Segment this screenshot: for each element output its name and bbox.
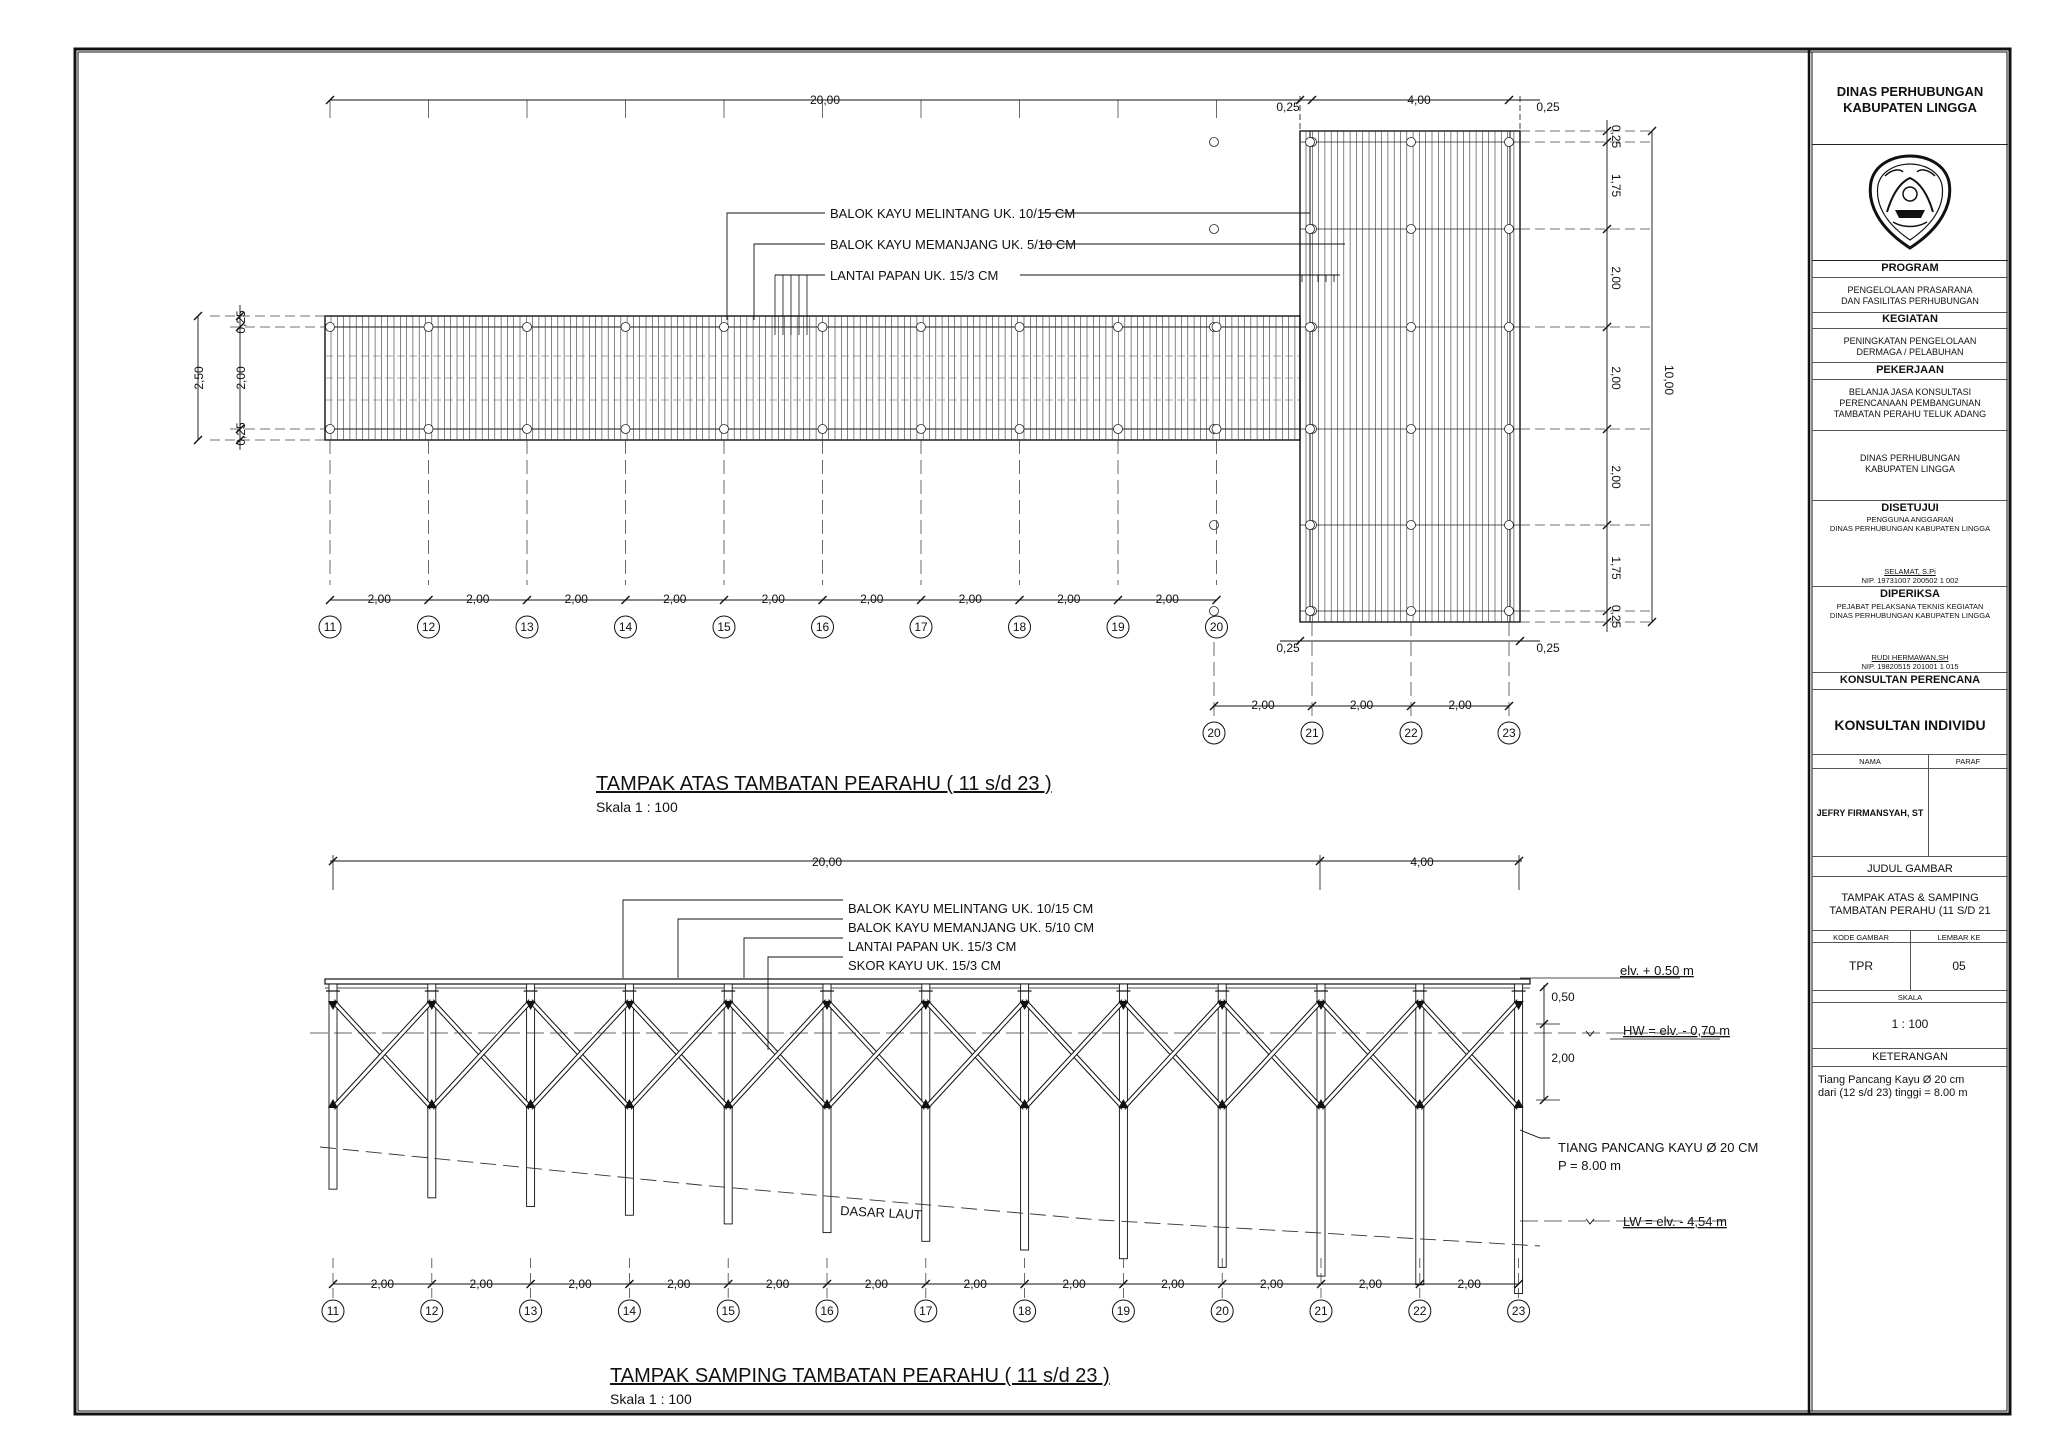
tb-line <box>1812 1066 2008 1067</box>
pile-marker <box>326 323 335 332</box>
pile <box>1119 984 1127 1259</box>
tb-line <box>1812 856 2008 857</box>
side-spacing-label: 2,00 <box>1358 1277 1383 1291</box>
tb-line <box>1812 144 2008 145</box>
tb-diperiksa-1: PEJABAT PELAKSANA TEKNIS KEGIATAN <box>1836 602 1984 611</box>
grid-bubble-label: 20 <box>1215 1304 1229 1318</box>
pile-marker <box>1114 323 1123 332</box>
sheet-border-inner <box>78 52 2007 1411</box>
pile-marker <box>1407 521 1416 530</box>
pile <box>527 984 535 1207</box>
grid-bubble-label: 16 <box>820 1304 834 1318</box>
grid-bubble-label: 20 <box>1207 726 1221 740</box>
pile-marker <box>917 323 926 332</box>
pile-marker <box>1306 225 1315 234</box>
tb-kode-label: KODE GAMBAR <box>1833 933 1889 942</box>
pile-marker <box>818 323 827 332</box>
side-spacing-label: 2,00 <box>864 1277 889 1291</box>
tb-kegiatan-label: KEGIATAN <box>1882 313 1938 325</box>
leader-side-deck <box>744 938 843 978</box>
plan-head-segment-label: 0,25 <box>1609 604 1623 629</box>
tb-konsultan-name: KONSULTAN INDIVIDU <box>1834 717 1986 733</box>
side-scale: Skala 1 : 100 <box>610 1391 692 1407</box>
pile-marker <box>1015 323 1024 332</box>
tb-line <box>1812 379 2008 380</box>
label-long-beam: BALOK KAYU MEMANJANG UK. 5/10 CM <box>830 237 1077 252</box>
tb-disetujui-2: DINAS PERHUBUNGAN KABUPATEN LINGGA <box>1829 524 1991 533</box>
tb-judul-label: JUDUL GAMBAR <box>1867 863 1953 875</box>
tb-line <box>1812 328 2008 329</box>
grid-bubble-label: 14 <box>618 620 633 634</box>
side-spacing-label: 2,00 <box>1259 1277 1284 1291</box>
grid-bubble-label: 18 <box>1012 620 1027 634</box>
pile-marker <box>1407 607 1416 616</box>
pile-marker <box>1306 521 1315 530</box>
tb-pekerjaan-2: PERENCANAAN PEMBANGUNAN <box>1839 398 1981 408</box>
plan-dim-head-bottom-left: 0,25 <box>1276 641 1300 655</box>
pile <box>428 984 436 1198</box>
tb-skala-label: SKALA <box>1897 993 1923 1002</box>
grid-bubble-label: 14 <box>622 1304 637 1318</box>
side-label-cross-beam: BALOK KAYU MELINTANG UK. 10/15 CM <box>848 901 1094 916</box>
side-spacing-label: 2,00 <box>963 1277 987 1291</box>
tb-line <box>1812 586 2008 587</box>
leader-long-beam <box>754 244 825 320</box>
tb-judul-2: TAMBATAN PERAHU (11 S/D 21 <box>1829 905 1991 917</box>
plan-head-segment-label: 0,25 <box>1609 124 1623 149</box>
tb-diperiksa-2: DINAS PERHUBUNGAN KABUPATEN LINGGA <box>1829 611 1991 620</box>
tb-line <box>1812 754 2008 755</box>
pile-marker <box>720 425 729 434</box>
plan-head-segment-label: 2,00 <box>1609 266 1623 290</box>
tb-skala: 1 : 100 <box>1891 1017 1929 1031</box>
regency-emblem <box>1865 152 1955 252</box>
tb-line <box>1812 689 2008 690</box>
pile-marker <box>720 323 729 332</box>
leader-cross-beam <box>727 213 825 320</box>
tb-lembar: 05 <box>1952 959 1966 973</box>
pile-marker <box>1210 521 1219 530</box>
tb-vline <box>1910 930 1911 990</box>
pile-marker <box>917 425 926 434</box>
plan-head-spacing-label: 2,00 <box>1448 698 1472 712</box>
side-spacing-label: 2,00 <box>1161 1277 1185 1291</box>
tb-kegiatan-1: PENINGKATAN PENGELOLAAN <box>1843 336 1977 346</box>
tb-line <box>1812 1048 2008 1049</box>
grid-bubble-label: 22 <box>1413 1304 1427 1318</box>
plan-spacing-label: 2,00 <box>860 592 884 606</box>
tb-keterangan-2: dari (12 s/d 23) tinggi = 8.00 m <box>1818 1087 1968 1099</box>
side-label-long-beam: BALOK KAYU MEMANJANG UK. 5/10 CM <box>848 920 1095 935</box>
pile <box>1218 984 1226 1267</box>
plan-head-segment-label: 1,75 <box>1609 173 1623 198</box>
tb-disetujui-label: DISETUJUI <box>1881 502 1939 514</box>
plan-head-spacing-label: 2,00 <box>1349 698 1374 712</box>
grid-bubble-label: 18 <box>1017 1304 1032 1318</box>
elev-dim-top: 0,50 <box>1551 990 1575 1004</box>
pile-marker <box>1407 425 1416 434</box>
pile-marker <box>1210 607 1219 616</box>
plan-spacing-label: 2,00 <box>1155 592 1179 606</box>
label-cross-beam: BALOK KAYU MELINTANG UK. 10/15 CM <box>830 206 1076 221</box>
plan-dim-head-edge-left: 0,25 <box>1276 100 1300 114</box>
tb-program-2: DAN FASILITAS PERHUBUNGAN <box>1841 296 1979 306</box>
tb-disetujui-1: PENGGUNA ANGGARAN <box>1866 515 1954 524</box>
leader-side-cross <box>623 900 843 978</box>
tb-line <box>1812 990 2008 991</box>
tb-line <box>1812 260 2008 261</box>
grid-bubble-label: 23 <box>1511 1304 1526 1318</box>
label-deck: LANTAI PAPAN UK. 15/3 CM <box>830 268 999 283</box>
grid-bubble-label: 11 <box>326 1304 340 1318</box>
side-dim-head: 4,00 <box>1410 855 1434 869</box>
pile-marker <box>1306 138 1315 147</box>
plan-head-segment-label: 2,00 <box>1609 465 1623 489</box>
pile-marker <box>523 425 532 434</box>
plan-walkway-edge-bottom: 0,25 <box>234 422 248 446</box>
side-label-seabed: DASAR LAUT <box>839 1203 923 1223</box>
side-spacing-label: 2,00 <box>568 1277 592 1291</box>
grid-bubble-label: 22 <box>1404 726 1418 740</box>
tb-line <box>1812 362 2008 363</box>
tb-disetujui-name: SELAMAT, S.Pi <box>1884 567 1936 576</box>
side-spacing-label: 2,00 <box>765 1277 790 1291</box>
plan-head-length: 10,00 <box>1662 364 1676 396</box>
side-title: TAMPAK SAMPING TAMBATAN PEARAHU ( 11 s/d 23 ) <box>610 1365 1110 1387</box>
pile-marker <box>1212 323 1221 332</box>
grid-bubble-label: 21 <box>1305 726 1319 740</box>
pile-marker <box>424 425 433 434</box>
pile-marker <box>1505 225 1514 234</box>
tb-kode: TPR <box>1849 959 1873 973</box>
grid-bubble-label: 23 <box>1502 726 1516 740</box>
hw-marker <box>1586 1031 1594 1036</box>
plan-walkway-width: 2,50 <box>192 366 206 390</box>
side-label-pile-2: P = 8.00 m <box>1558 1158 1621 1173</box>
plan-spacing-label: 2,00 <box>367 592 391 606</box>
elev-hw: HW = elv. - 0,70 m <box>1623 1023 1731 1038</box>
pile-marker <box>621 323 630 332</box>
grid-bubble-label: 21 <box>1314 1304 1328 1318</box>
pile <box>922 984 930 1241</box>
pile-marker <box>326 425 335 434</box>
grid-bubble-label: 20 <box>1209 620 1224 634</box>
tb-line <box>1812 500 2008 501</box>
pile-marker <box>1505 138 1514 147</box>
pile-marker <box>1114 425 1123 434</box>
pile <box>1515 984 1523 1293</box>
side-label-bracing: SKOR KAYU UK. 15/3 CM <box>848 958 1001 973</box>
pile-marker <box>818 425 827 434</box>
side-spacing-label: 2,00 <box>1457 1277 1481 1291</box>
tb-pekerjaan-1: BELANJA JASA KONSULTASI <box>1848 387 1972 397</box>
side-spacing-label: 2,00 <box>370 1277 395 1291</box>
plan-spacing-label: 2,00 <box>663 592 687 606</box>
grid-bubble-label: 19 <box>1116 1304 1131 1318</box>
side-deck <box>325 979 1530 984</box>
tb-konsultan-label: KONSULTAN PERENCANA <box>1839 674 1981 686</box>
pile-marker <box>1306 607 1315 616</box>
tb-kegiatan-2: DERMAGA / PELABUHAN <box>1856 347 1964 357</box>
pile <box>1416 984 1424 1285</box>
pile-marker <box>424 323 433 332</box>
pile-marker <box>1306 425 1315 434</box>
pile-marker <box>523 323 532 332</box>
leader-side-long <box>678 919 843 978</box>
plan-title: TAMPAK ATAS TAMBATAN PEARAHU ( 11 s/d 23 ) <box>596 773 1052 795</box>
pile-marker <box>1407 323 1416 332</box>
tb-lembar-label: LEMBAR KE <box>1937 933 1981 942</box>
plan-dim-head-width: 4,00 <box>1407 93 1431 107</box>
tb-nama-label: NAMA <box>1859 757 1881 766</box>
side-dim-total: 20,00 <box>811 855 843 869</box>
grid-bubble-label: 17 <box>919 1304 933 1318</box>
plan-spacing-label: 2,00 <box>1057 592 1081 606</box>
grid-bubble-label: 15 <box>721 1304 735 1318</box>
plan-head-segment-label: 2,00 <box>1609 366 1623 390</box>
side-label-pile-1: TIANG PANCANG KAYU Ø 20 CM <box>1558 1140 1759 1155</box>
tb-diperiksa-name: RUDI HERMAWAN,SH <box>1871 653 1949 662</box>
pile-marker <box>1505 607 1514 616</box>
tb-pekerjaan-label: PEKERJAAN <box>1876 364 1944 376</box>
plan-walkway-edge-top: 0,25 <box>234 310 248 334</box>
tb-line <box>1812 876 2008 877</box>
pile-marker <box>1210 138 1219 147</box>
tb-line <box>1812 1002 2008 1003</box>
grid-bubble-label: 12 <box>421 620 436 634</box>
pile-marker <box>1306 323 1315 332</box>
tb-owner-1: DINAS PERHUBUNGAN <box>1859 453 1960 463</box>
grid-bubble-label: 16 <box>815 620 830 634</box>
elev-dim-mid: 2,00 <box>1551 1051 1575 1065</box>
pile-marker <box>1407 138 1416 147</box>
elev-top: elv. + 0.50 m <box>1620 963 1694 978</box>
tb-keterangan-1: Tiang Pancang Kayu Ø 20 cm <box>1818 1074 1965 1086</box>
leader-pile <box>1520 1130 1550 1138</box>
pile <box>329 984 337 1189</box>
pile-marker <box>1015 425 1024 434</box>
tb-org-2: KABUPATEN LINGGA <box>1843 100 1977 115</box>
title-block <box>1812 56 2008 1409</box>
grid-bubble-label: 13 <box>520 620 534 634</box>
pile <box>1317 984 1325 1276</box>
tb-vline <box>1928 754 1929 856</box>
tb-keterangan-label: KETERANGAN <box>1872 1051 1948 1063</box>
plan-spacing-label: 2,00 <box>564 592 588 606</box>
head-outline <box>1300 131 1520 622</box>
tb-line <box>1812 672 2008 673</box>
pile-marker <box>1210 225 1219 234</box>
tb-pekerjaan-3: TAMBATAN PERAHU TELUK ADANG <box>1833 409 1987 419</box>
pile-marker <box>1505 323 1514 332</box>
pile-marker <box>621 425 630 434</box>
grid-bubble-label: 19 <box>1111 620 1125 634</box>
tb-person: JEFRY FIRMANSYAH, ST <box>1816 808 1924 818</box>
side-spacing-label: 2,00 <box>469 1277 493 1291</box>
elev-lw: LW = elv. - 4,54 m <box>1623 1214 1727 1229</box>
plan-scale: Skala 1 : 100 <box>596 799 678 815</box>
tb-line <box>1812 277 2008 278</box>
plan-head-spacing-label: 2,00 <box>1251 698 1275 712</box>
pile-marker <box>1505 425 1514 434</box>
tb-line <box>1812 768 2008 769</box>
plan-head-segment-label: 1,75 <box>1609 556 1623 580</box>
tb-owner-2: KABUPATEN LINGGA <box>1865 464 1955 474</box>
plan-spacing-label: 2,00 <box>761 592 785 606</box>
tb-program-label: PROGRAM <box>1881 262 1939 274</box>
side-spacing-label: 2,00 <box>667 1277 691 1291</box>
grid-bubble-label: 11 <box>323 620 337 634</box>
sheet-border <box>75 49 2010 1414</box>
tb-disetujui-nip: NIP. 19731007 200502 1 002 <box>1861 576 1959 585</box>
tb-line <box>1812 430 2008 431</box>
tb-paraf-label: PARAF <box>1955 757 1981 766</box>
tb-diperiksa-label: DIPERIKSA <box>1880 588 1940 600</box>
pile-marker <box>1407 225 1416 234</box>
plan-dim-head-bottom-right: 0,25 <box>1536 641 1560 655</box>
grid-bubble-label: 12 <box>425 1304 439 1318</box>
tb-program-1: PENGELOLAAN PRASARANA <box>1847 285 1973 295</box>
plan-spacing-label: 2,00 <box>466 592 490 606</box>
tb-diperiksa-nip: NIP. 19820515 201001 1 015 <box>1861 662 1959 671</box>
grid-bubble-label: 13 <box>523 1304 538 1318</box>
grid-bubble-label: 15 <box>717 620 731 634</box>
plan-spacing-label: 2,00 <box>958 592 982 606</box>
side-spacing-label: 2,00 <box>1062 1277 1086 1291</box>
side-label-deck: LANTAI PAPAN UK. 15/3 CM <box>848 939 1017 954</box>
tb-judul-1: TAMPAK ATAS & SAMPING <box>1841 892 1979 904</box>
plan-dim-total: 20,00 <box>809 93 841 107</box>
plan-dim-head-edge-right: 0,25 <box>1536 100 1560 114</box>
pile-marker <box>1212 425 1221 434</box>
plan-walkway-inner: 2,00 <box>234 366 248 390</box>
grid-bubble-label: 17 <box>914 620 928 634</box>
tb-org-1: DINAS PERHUBUNGAN <box>1836 84 1984 99</box>
plan-grid-labels <box>319 616 1520 744</box>
pile-marker <box>1505 521 1514 530</box>
pile <box>1021 984 1029 1250</box>
lw-marker <box>1586 1219 1594 1224</box>
